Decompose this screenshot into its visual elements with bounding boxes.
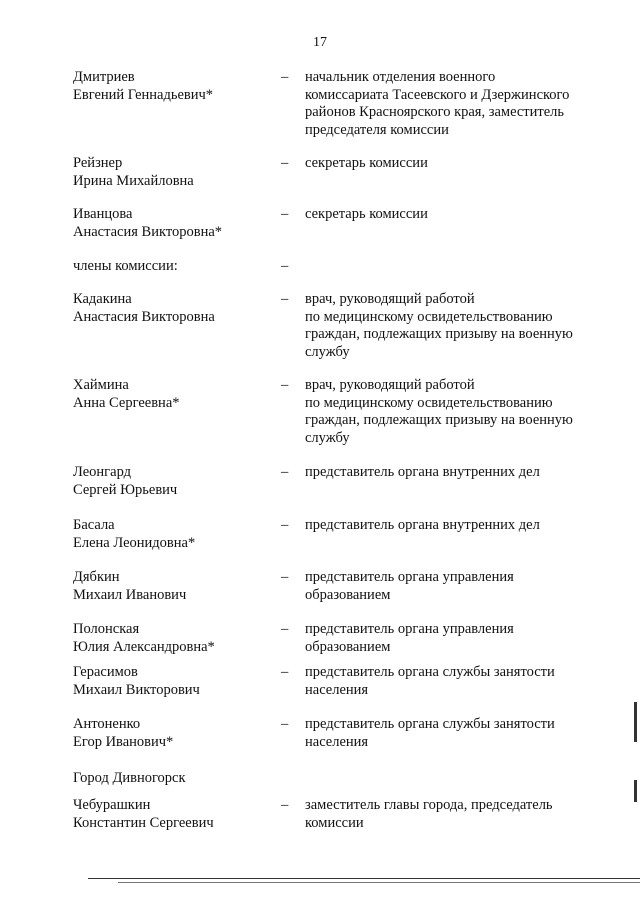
member-role [305, 664, 605, 699]
bottom-rule [88, 878, 640, 879]
dash-separator: – [281, 258, 289, 274]
member-name [73, 770, 273, 788]
member-role-line: представитель органа внутренних дел [305, 517, 540, 533]
member-name-line: Сергей Юрьевич [73, 481, 178, 498]
member-role-line: представитель органа службы занятости [305, 664, 555, 680]
member-name-line: Дябкин [73, 569, 120, 585]
member-name-line: Полонская [73, 621, 140, 637]
member-name-line: Город Дивногорск [73, 770, 186, 786]
member-role-line: председателя комиссии [305, 121, 449, 138]
member-name-line: Анастасия Викторовна* [73, 223, 223, 240]
dash-separator: – [281, 569, 289, 585]
member-role-line: по медицинскому освидетельствованию [305, 394, 553, 411]
member-name [73, 258, 273, 276]
dash-separator: – [281, 377, 289, 393]
member-role-line: населения [305, 681, 369, 698]
member-name [73, 797, 273, 832]
member-name-line: Михаил Иванович [73, 586, 187, 603]
member-name [73, 621, 273, 656]
member-role [305, 155, 605, 173]
member-role-line: врач, руководящий работой [305, 377, 475, 393]
member-name [73, 569, 273, 604]
member-role-line: образованием [305, 586, 391, 603]
member-role-line: образованием [305, 638, 391, 655]
member-name [73, 716, 273, 751]
member-name-line: Рейзнер [73, 155, 123, 171]
member-role [305, 377, 605, 447]
member-role-line: населения [305, 733, 369, 750]
scan-edge-mark [634, 702, 637, 742]
member-role-line: врач, руководящий работой [305, 291, 475, 307]
member-role-line: представитель органа управления [305, 621, 514, 637]
member-name-line: Анна Сергеевна* [73, 394, 180, 411]
member-role-line: начальник отделения военного [305, 69, 496, 85]
member-role-line: секретарь комиссии [305, 206, 428, 222]
member-name-line: Антоненко [73, 716, 141, 732]
member-name-line: Егор Иванович* [73, 733, 174, 750]
dash-separator: – [281, 155, 289, 171]
member-role-line: районов Красноярского края, заместитель [305, 104, 565, 121]
dash-separator: – [281, 664, 289, 680]
member-role-line: представитель органа управления [305, 569, 514, 585]
bottom-rule-secondary [118, 882, 640, 883]
member-name [73, 155, 273, 190]
member-role-line: представитель органа внутренних дел [305, 464, 540, 480]
member-name-line: Ирина Михайловна [73, 172, 194, 189]
scan-edge-mark [634, 780, 637, 802]
member-name-line: Чебурашкин [73, 797, 151, 813]
member-role-line: по медицинскому освидетельствованию [305, 308, 553, 325]
member-role [305, 797, 605, 832]
member-name [73, 517, 273, 552]
dash-separator: – [281, 291, 289, 307]
member-role [305, 464, 605, 482]
member-name [73, 206, 273, 241]
member-role [305, 206, 605, 224]
member-role [305, 621, 605, 656]
member-name-line: Кадакина [73, 291, 132, 307]
member-name [73, 291, 273, 326]
member-name-line: члены комиссии: [73, 258, 178, 274]
member-role [305, 69, 605, 139]
dash-separator: – [281, 716, 289, 732]
dash-separator: – [281, 797, 289, 813]
member-name [73, 464, 273, 499]
dash-separator: – [281, 517, 289, 533]
dash-separator: – [281, 464, 289, 480]
member-name-line: Дмитриев [73, 69, 135, 85]
member-name [73, 377, 273, 412]
member-role-line: представитель органа службы занятости [305, 716, 555, 732]
member-name-line: Константин Сергеевич [73, 814, 214, 831]
member-role-line: секретарь комиссии [305, 155, 428, 171]
member-name-line: Иванцова [73, 206, 133, 222]
member-role-line: комиссариата Тасеевского и Дзержинского [305, 86, 570, 103]
member-role-line: заместитель главы города, председатель [305, 797, 553, 813]
member-role-line: комиссии [305, 814, 364, 831]
member-name-line: Басала [73, 517, 115, 533]
member-name-line: Юлия Александровна* [73, 638, 215, 655]
member-name-line: Леонгард [73, 464, 131, 480]
member-role-line: граждан, подлежащих призыву на военную [305, 412, 573, 429]
member-name-line: Михаил Викторович [73, 681, 200, 698]
member-name-line: Анастасия Викторовна [73, 308, 215, 325]
member-role-line: службу [305, 429, 350, 446]
member-role [305, 517, 605, 535]
member-name [73, 69, 273, 104]
page-number: 17 [313, 35, 327, 50]
dash-separator: – [281, 621, 289, 637]
member-role [305, 569, 605, 604]
member-name [73, 664, 273, 699]
member-name-line: Хаймина [73, 377, 129, 393]
member-name-line: Герасимов [73, 664, 138, 680]
dash-separator: – [281, 69, 289, 85]
dash-separator: – [281, 206, 289, 222]
member-role-line: службу [305, 343, 350, 360]
member-role-line: граждан, подлежащих призыву на военную [305, 326, 573, 343]
member-name-line: Евгений Геннадьевич* [73, 86, 214, 103]
member-role [305, 716, 605, 751]
member-role [305, 291, 605, 361]
member-name-line: Елена Леонидовна* [73, 534, 196, 551]
